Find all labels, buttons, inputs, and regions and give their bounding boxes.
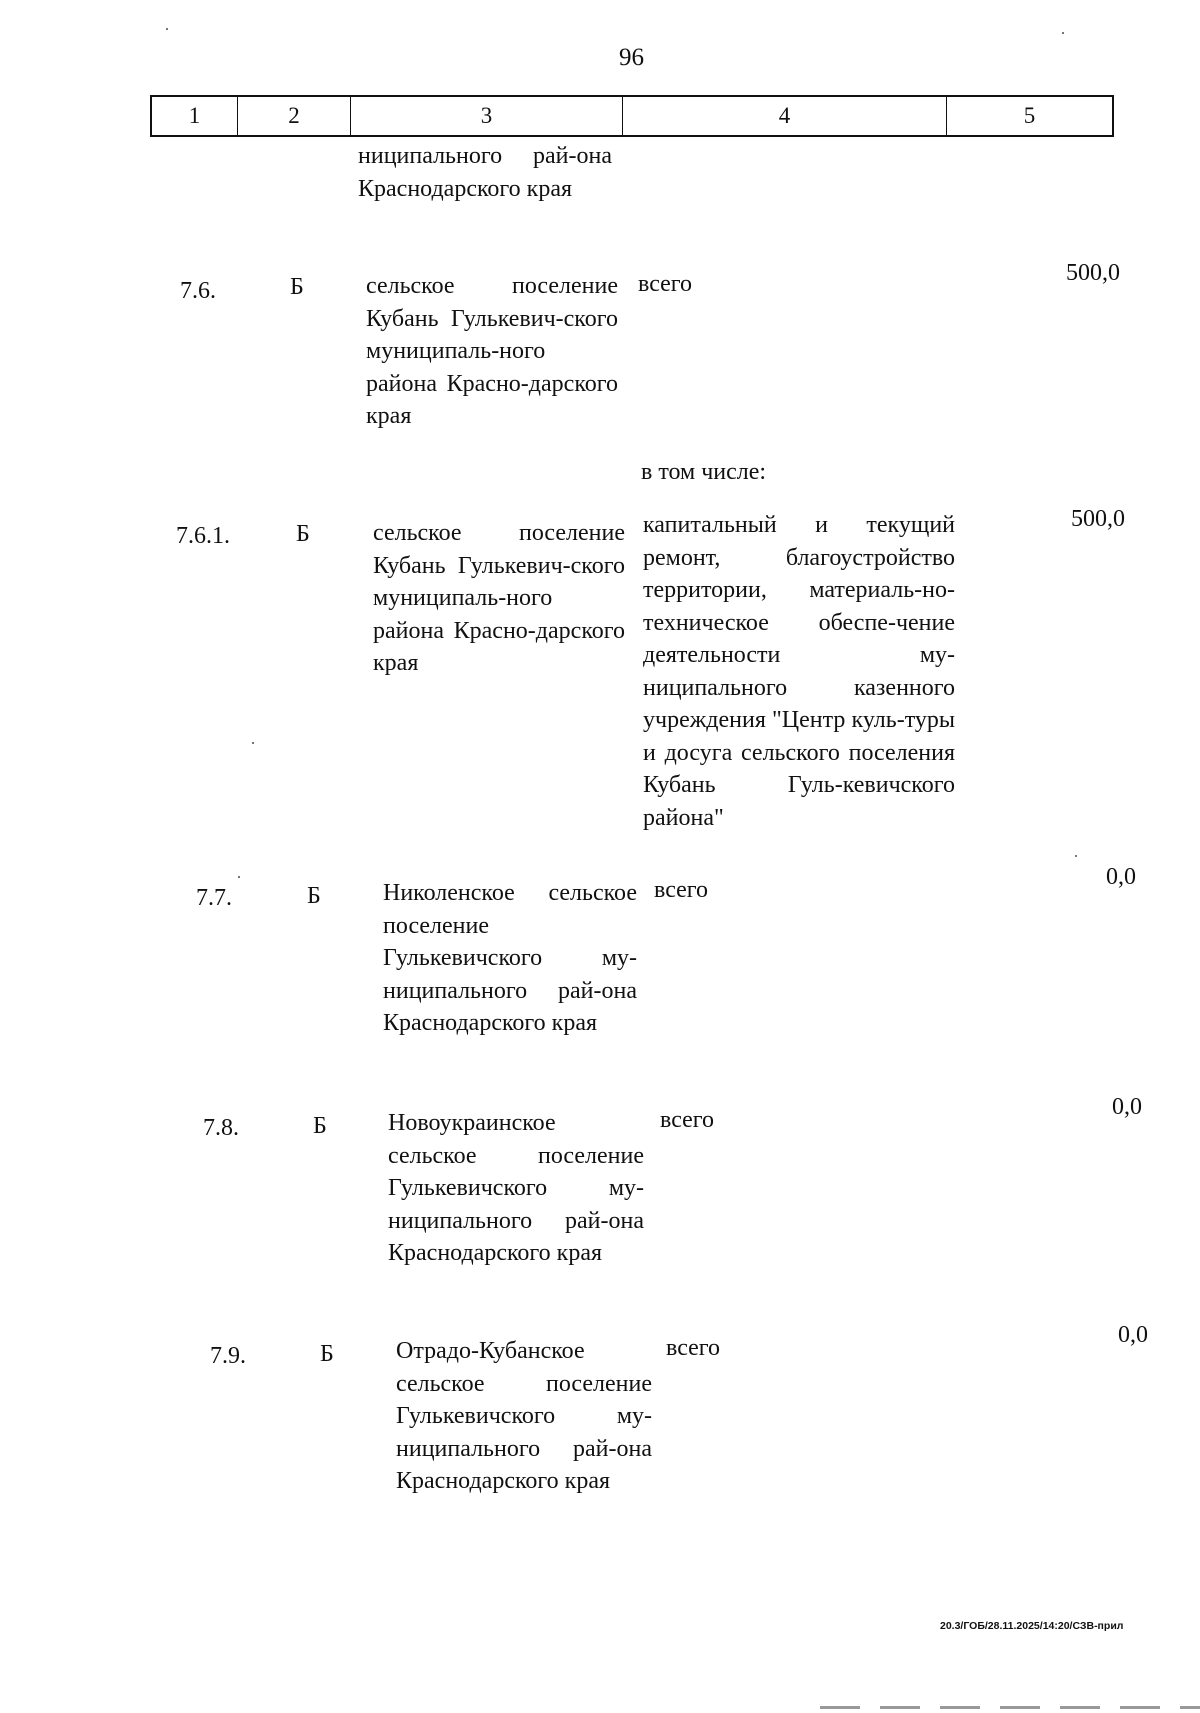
row-number: 7.6.: [180, 278, 216, 304]
row-amount: 0,0: [1112, 1094, 1142, 1120]
row-name: Отрадо-Кубанское сельское поселение Гулькевичского му-ниципального рай-она Краснодарского края: [396, 1338, 652, 1494]
row-purpose: всего: [660, 1107, 715, 1133]
row-purpose: всего: [666, 1335, 721, 1361]
scan-speck: [1062, 32, 1064, 34]
row-purpose: всего: [654, 877, 709, 903]
header-col-3: 3: [351, 97, 623, 135]
scan-speck: [166, 28, 168, 30]
row-category: Б: [307, 883, 321, 909]
row-name: Николенское сельское поселение Гулькевичского му-ниципального рай-она Краснодарского края: [383, 880, 637, 1036]
row-purpose: капитальный и текущий ремонт, благоустройство территории, материаль-но-техническое обеспе-чение деятельности му-ниципального казенного учреждения "Центр куль-туры и досуга сельского поселения Кубань Гуль-кевичского района": [643, 512, 955, 831]
row-name: сельское поселение Кубань Гулькевич-ского муниципаль-ного района Красно-дарского края: [366, 273, 618, 429]
row-number: 7.7.: [196, 885, 232, 911]
row-amount: 0,0: [1106, 864, 1136, 890]
row-category: Б: [296, 521, 310, 547]
header-col-5: 5: [1023, 103, 1036, 128]
scan-edge-mark: [820, 1706, 1200, 1709]
row-name: сельское поселение Кубань Гулькевич-ского муниципаль-ного района Красно-дарского края: [373, 520, 625, 676]
row-number: 7.9.: [210, 1343, 246, 1369]
row-amount: 0,0: [1118, 1322, 1148, 1348]
table-header: [150, 95, 1114, 137]
row-category: Б: [320, 1341, 334, 1367]
header-col-2: 2: [238, 97, 351, 135]
row-note: в том числе:: [641, 459, 767, 485]
row-amount: 500,0: [1071, 506, 1125, 532]
row-category: Б: [290, 274, 304, 300]
row-purpose: всего: [638, 271, 693, 297]
scan-speck: [252, 742, 254, 744]
scan-speck: [1075, 855, 1077, 857]
row-number: 7.6.1.: [176, 523, 230, 549]
row-name: Новоукраинское сельское поселение Гулькевичского му-ниципального рай-она Краснодарского края: [388, 1110, 644, 1266]
header-col-1: 1: [152, 97, 238, 135]
row-category: Б: [313, 1113, 327, 1139]
header-col-4: 4: [623, 97, 947, 135]
document-code: 20.3/ГОБ/28.11.2025/14:20/СЗВ-прил: [940, 1620, 1124, 1632]
row-number: 7.8.: [203, 1115, 239, 1141]
continuation-text: ниципального рай-она Краснодарского края: [358, 143, 612, 202]
row-amount: 500,0: [1066, 260, 1120, 286]
scan-speck: [238, 876, 240, 878]
page-number: 96: [619, 44, 644, 71]
